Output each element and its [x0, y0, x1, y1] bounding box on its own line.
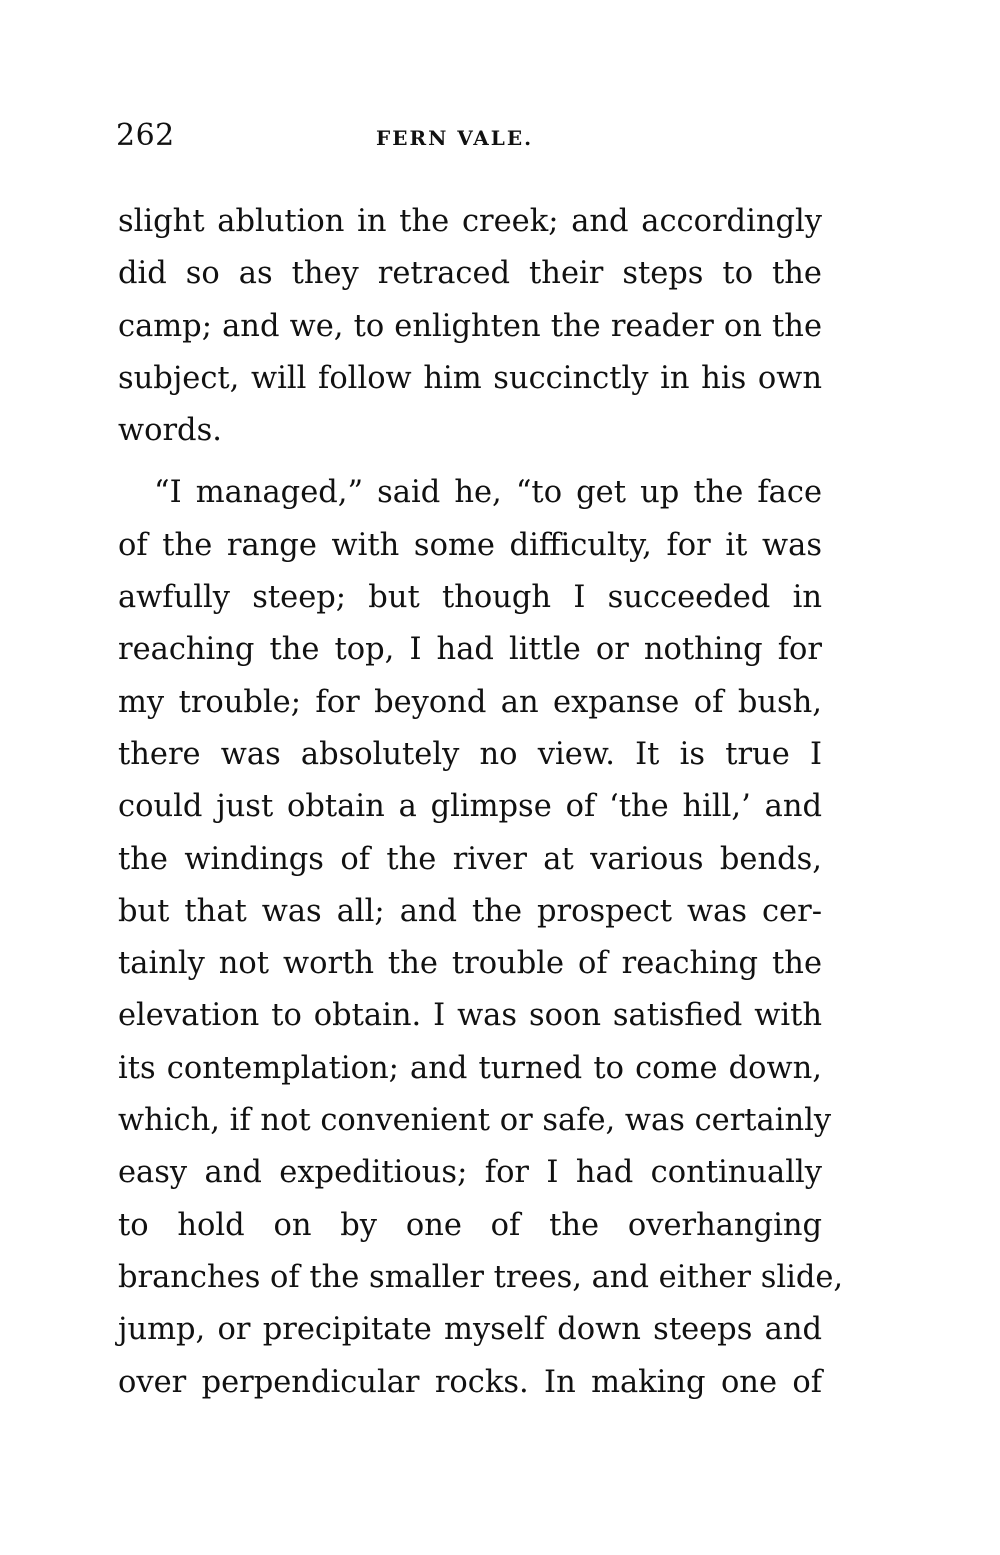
body-text	[118, 196, 844, 1409]
text-line: which, if not convenient or safe, was certainly	[118, 1103, 832, 1139]
text-line: did so as they retraced their steps to the	[118, 256, 822, 292]
page-number: 262	[116, 118, 175, 153]
text-line: its contemplation; and turned to come down,	[118, 1050, 822, 1086]
text-line: of the range with some difficulty, for it was	[118, 527, 822, 563]
text-line: words.	[118, 413, 222, 449]
text-line: jump, or precipitate myself down steeps and	[118, 1312, 822, 1348]
text-line: reaching the top, I had little or nothing for	[118, 632, 822, 668]
paragraph	[118, 467, 844, 1408]
text-line: the windings of the river at various bends,	[118, 841, 822, 877]
running-title: FERN VALE.	[376, 126, 534, 150]
text-line: elevation to obtain. I was soon satisfied with	[118, 998, 822, 1034]
text-line: easy and expeditious; for I had continually	[118, 1155, 822, 1191]
text-line: but that was all; and the prospect was cer-	[118, 893, 822, 929]
text-line: awfully steep; but though I succeeded in	[118, 580, 822, 616]
text-line: could just obtain a glimpse of ‘the hill,’ and	[118, 789, 822, 825]
text-line: tainly not worth the trouble of reaching the	[118, 946, 822, 982]
paragraph-gap	[118, 457, 822, 467]
text-line: to hold on by one of the overhanging	[118, 1207, 822, 1243]
text-line: camp; and we, to enlighten the reader on the	[118, 308, 822, 344]
text-line: over perpendicular rocks. In making one of	[118, 1364, 822, 1400]
text-line: my trouble; for beyond an expanse of bush,	[118, 684, 822, 720]
paragraph	[118, 196, 822, 457]
text-line: “I managed,” said he, “to get up the face	[154, 475, 822, 511]
text-line: branches of the smaller trees, and either slide,	[118, 1259, 844, 1295]
text-line: slight ablution in the creek; and accordingly	[118, 204, 822, 239]
text-line: subject, will follow him succinctly in his own	[118, 360, 822, 396]
running-head	[116, 116, 826, 156]
text-line: there was absolutely no view. It is true I	[118, 736, 822, 772]
